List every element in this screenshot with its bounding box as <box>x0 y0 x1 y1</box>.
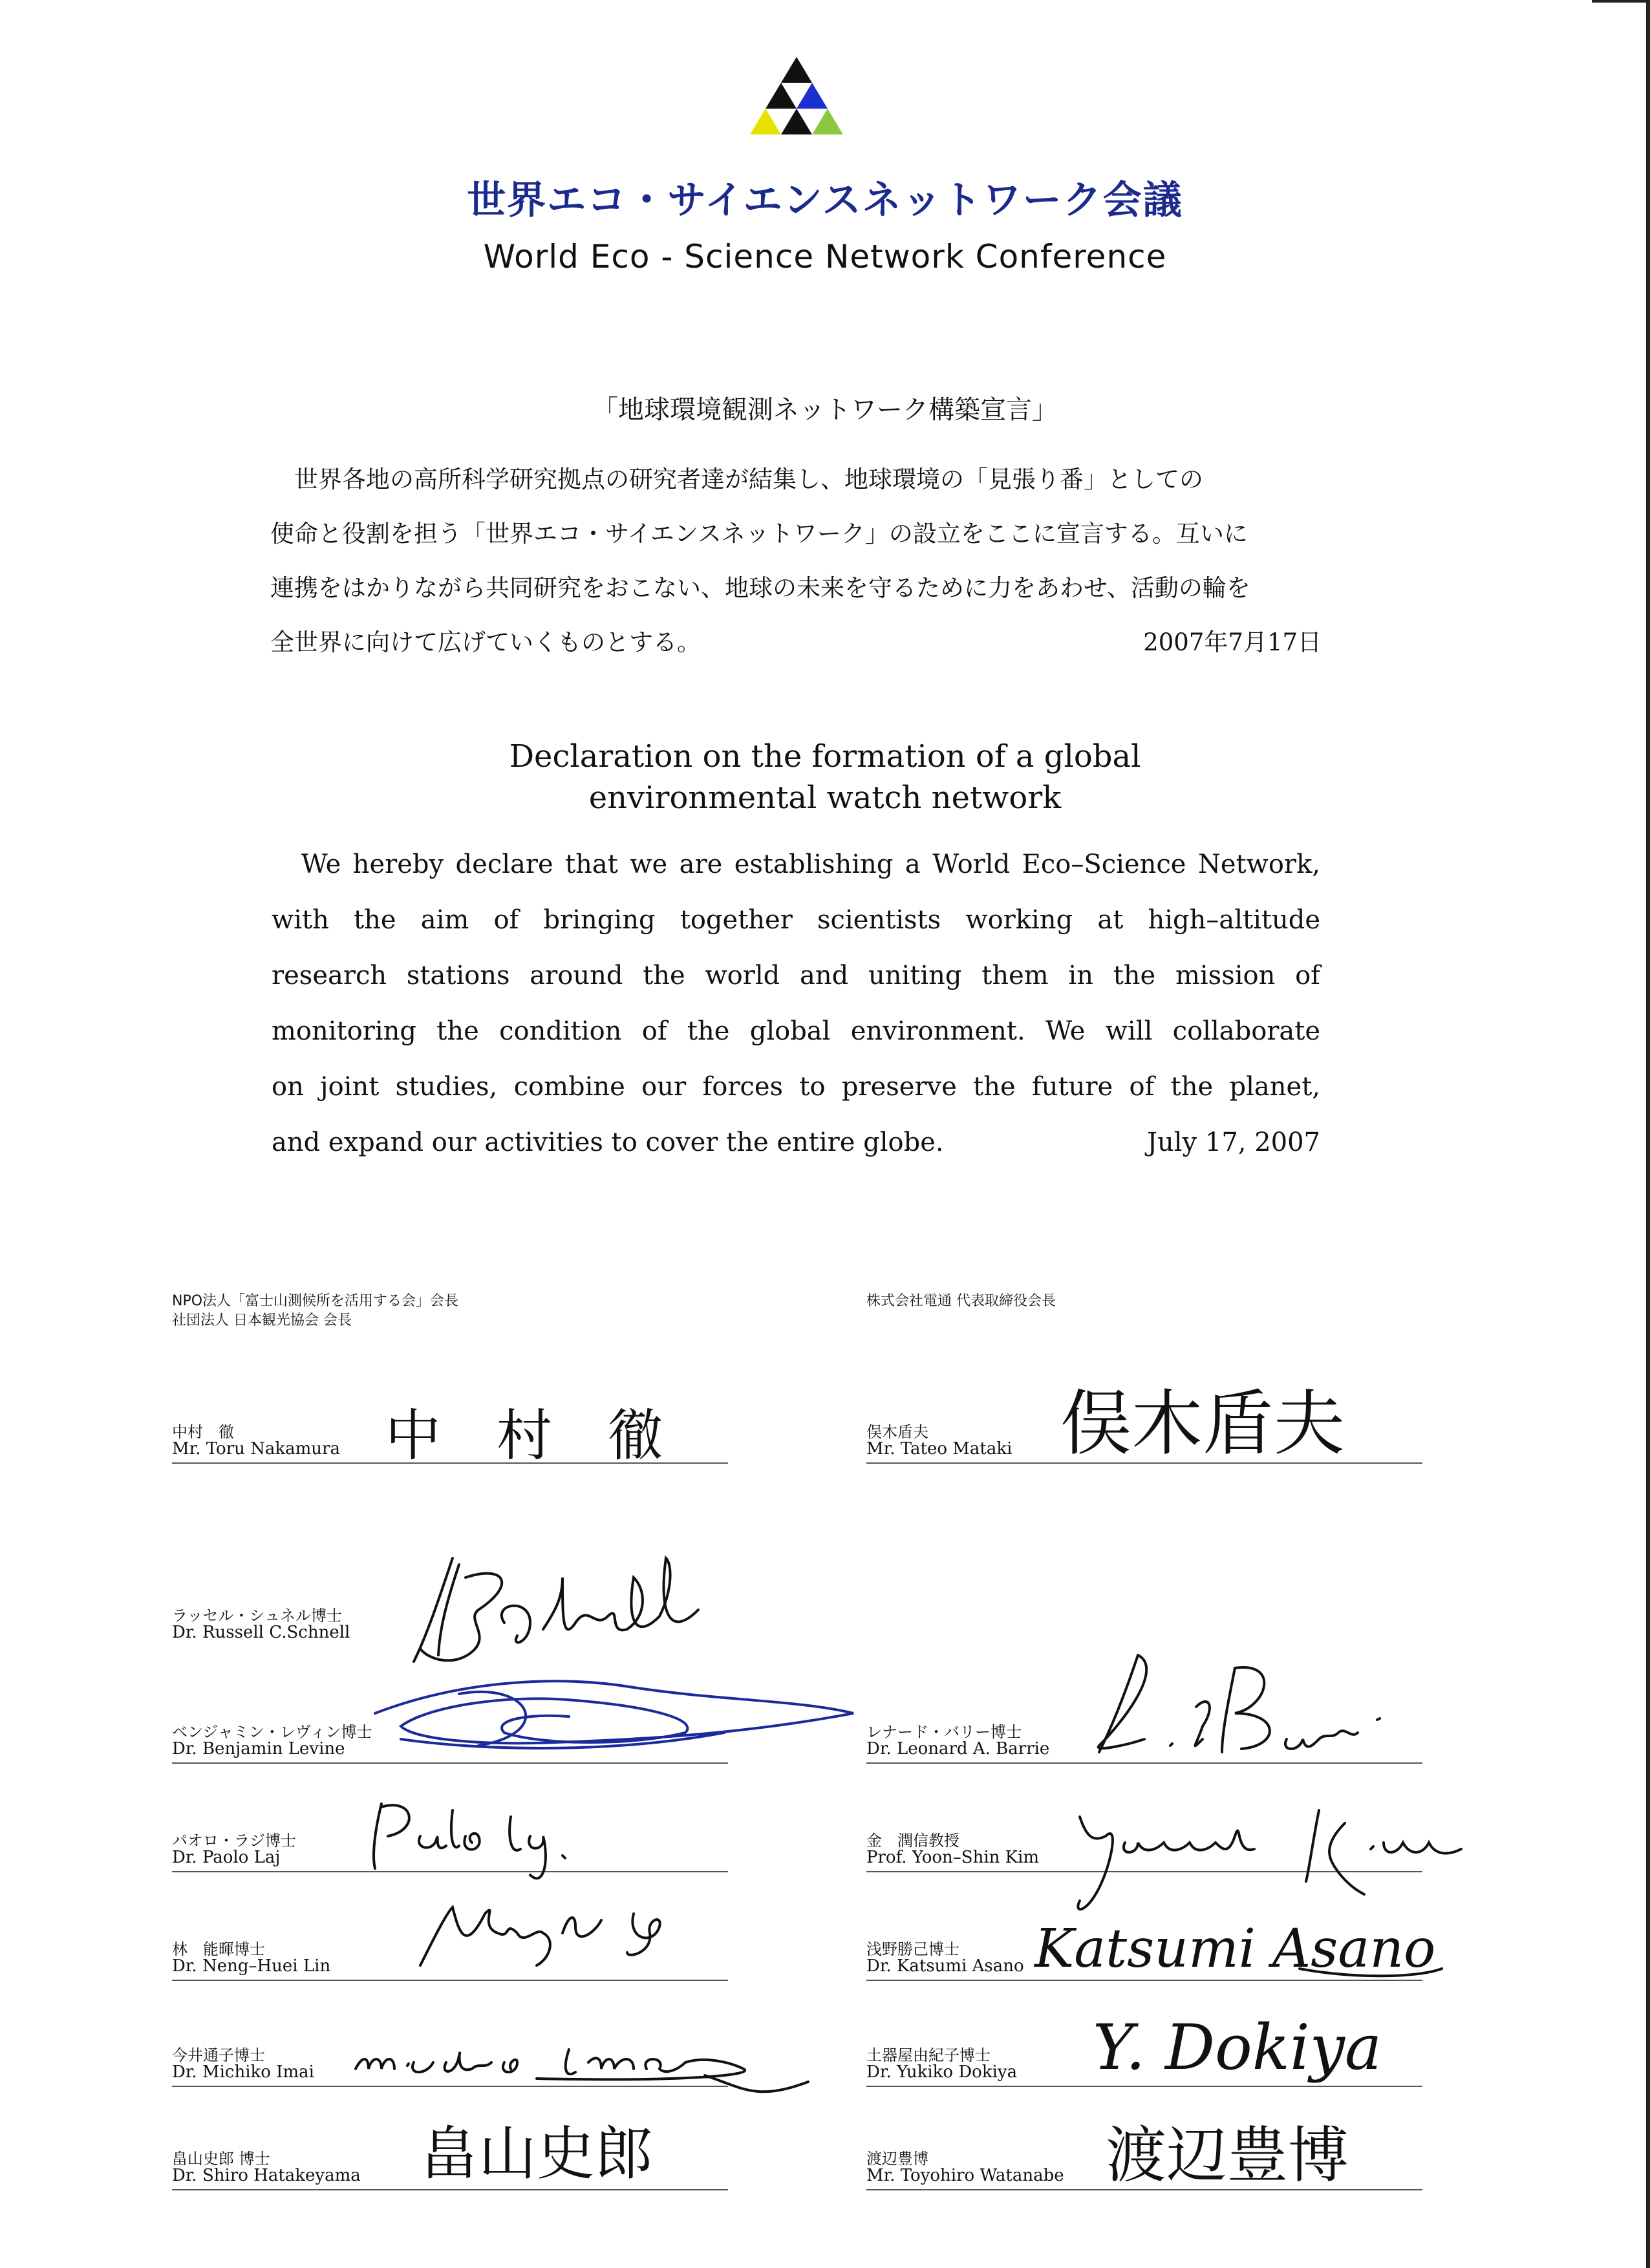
signatory-name-en: Dr. Neng–Huei Lin <box>172 1956 331 1976</box>
signatory-name-en: Mr. Toyohiro Watanabe <box>866 2166 1064 2185</box>
conference-title-en: World Eco - Science Network Conference <box>483 238 1167 275</box>
declaration-title-en <box>0 736 1650 818</box>
declaration-title-en-line2: environmental watch network <box>588 780 1062 816</box>
signature-schnell <box>401 1539 737 1674</box>
logo-triangle-top <box>781 57 812 83</box>
signature-imai <box>343 2017 834 2101</box>
signatory-name-jp: 今井通子博士 <box>172 2046 265 2064</box>
signature-line <box>172 1980 728 1981</box>
logo-triangle-yellow <box>750 109 781 134</box>
signatory-name-jp: 俣木盾夫 <box>866 1423 928 1441</box>
declaration-line-jp: 連携をはかりながら共同研究をおこない、地球の未来を守るために力をあわせ、活動の輪を <box>270 574 1250 602</box>
signature-hatakeyama <box>420 2114 718 2192</box>
signatory-name-jp: パオロ・ラジ博士 <box>172 1832 296 1850</box>
declaration-line-jp: 世界各地の高所科学研究拠点の研究者達が結集し、地球環境の「見張り番」としての <box>270 465 1203 493</box>
organization-left-line2: 社団法人 日本観光協会 会長 <box>172 1312 352 1329</box>
declaration-line-en: and expand our activities to cover the entire globe. <box>272 1128 944 1157</box>
signature-asano <box>1028 1907 1468 1991</box>
signature-nakamura <box>379 1396 715 1474</box>
signatory-name-en: Dr. Michiko Imai <box>172 2062 314 2082</box>
declaration-line-jp: 使命と役割を担う「世界エコ・サイエンスネットワーク」の設立をここに宣言する。互いに <box>270 520 1248 548</box>
signatory-name-jp: 中村 徹 <box>172 1423 234 1441</box>
declaration-line-jp: 全世界に向けて広げていくものとする。 <box>270 628 701 656</box>
organization-left-line1: NPO法人「富士山測候所を活用する会」会長 <box>172 1293 459 1309</box>
signatory-name-en: Dr. Leonard A. Barrie <box>866 1739 1050 1759</box>
svg-text:渡辺豊博: 渡辺豊博 <box>1106 2121 1349 2191</box>
signature-levine <box>362 1655 866 1771</box>
scan-edge-right <box>1646 0 1650 2268</box>
signatory-name-en: Dr. Russell C.Schnell <box>172 1623 350 1642</box>
svg-text:中 村 徹: 中 村 徹 <box>385 1404 663 1468</box>
signatory-name-en: Mr. Tateo Mataki <box>866 1439 1012 1459</box>
svg-text:畠山史郎: 畠山史郎 <box>420 2120 653 2188</box>
signatory-name-en: Dr. Paolo Laj <box>172 1848 281 1867</box>
signature-watanabe <box>1106 2114 1416 2192</box>
conference-logo <box>737 57 857 160</box>
signatory-name-jp: 土器屋由紀子博士 <box>866 2046 991 2064</box>
signatory-name-jp: レナード・バリー博士 <box>866 1723 1022 1741</box>
declaration-date-en: July 17, 2007 <box>1146 1128 1320 1157</box>
declaration-line-en: with the aim of bringing together scientists working at high–altitude <box>272 905 1320 935</box>
declaration-line-en: on joint studies, combine our forces to preserve the future of the planet, <box>272 1072 1320 1102</box>
signature-dokiya <box>1093 1998 1403 2095</box>
conference-title-jp: 世界エコ・サイエンスネットワーク会議 <box>467 178 1183 223</box>
signatory-name-en: Prof. Yoon–Shin Kim <box>866 1848 1040 1867</box>
declaration-title-en-line1: Declaration on the formation of a global <box>509 738 1141 775</box>
declaration-line-en: We hereby declare that we are establishing a World Eco–Science Network, <box>272 850 1320 879</box>
signatory-name-jp: 金 潤信教授 <box>866 1832 959 1850</box>
signatory-name-jp: 浅野勝己博士 <box>866 1940 959 1958</box>
declaration-line-en: monitoring the condition of the global environment. We will collaborate <box>272 1016 1320 1046</box>
signatory-name-jp: 林 能暉博士 <box>172 1940 265 1958</box>
signature-mataki <box>1060 1364 1371 1493</box>
signatory-name-en: Dr. Shiro Hatakeyama <box>172 2166 361 2185</box>
signatory-name-en: Dr. Katsumi Asano <box>866 1956 1024 1976</box>
signatory-name-en: Dr. Benjamin Levine <box>172 1739 345 1759</box>
signature-kim <box>1060 1797 1487 1920</box>
signature-laj <box>362 1791 621 1881</box>
logo-triangle-center <box>781 109 812 134</box>
signatory-name-en: Mr. Toru Nakamura <box>172 1439 340 1459</box>
declaration-body-jp <box>270 453 1322 670</box>
organization-right-line1: 株式会社電通 代表取締役会長 <box>866 1293 1056 1309</box>
scan-edge-top <box>1592 0 1650 3</box>
signature-lin <box>407 1888 731 1978</box>
declaration-title-jp: 「地球環境観測ネットワーク構築宣言」 <box>592 395 1058 425</box>
signature-dokiya-text: Y. Dokiya <box>1093 2011 1382 2084</box>
organization-left <box>172 1292 458 1331</box>
signature-line <box>866 1762 1422 1764</box>
signatory-name-jp: ベンジャミン・レヴィン博士 <box>172 1723 372 1741</box>
organization-right <box>866 1292 1056 1311</box>
signature-barrie <box>1073 1642 1409 1759</box>
declaration-body-en <box>272 837 1320 1170</box>
declaration-date-jp: 2007年7月17日 <box>1143 628 1322 656</box>
logo-triangle-green <box>812 109 843 134</box>
signatory-name-jp: 渡辺豊博 <box>866 2150 928 2168</box>
signature-asano-text: Katsumi Asano <box>1034 1918 1436 1980</box>
signatory-name-jp: 畠山史郎 博士 <box>172 2150 270 2168</box>
signatory-name-jp: ラッセル・シュネル博士 <box>172 1607 343 1625</box>
signatory-name-en: Dr. Yukiko Dokiya <box>866 2062 1018 2082</box>
declaration-line-en: research stations around the world and uniting them in the mission of <box>272 961 1320 990</box>
svg-text:俣木盾夫: 俣木盾夫 <box>1060 1382 1345 1465</box>
